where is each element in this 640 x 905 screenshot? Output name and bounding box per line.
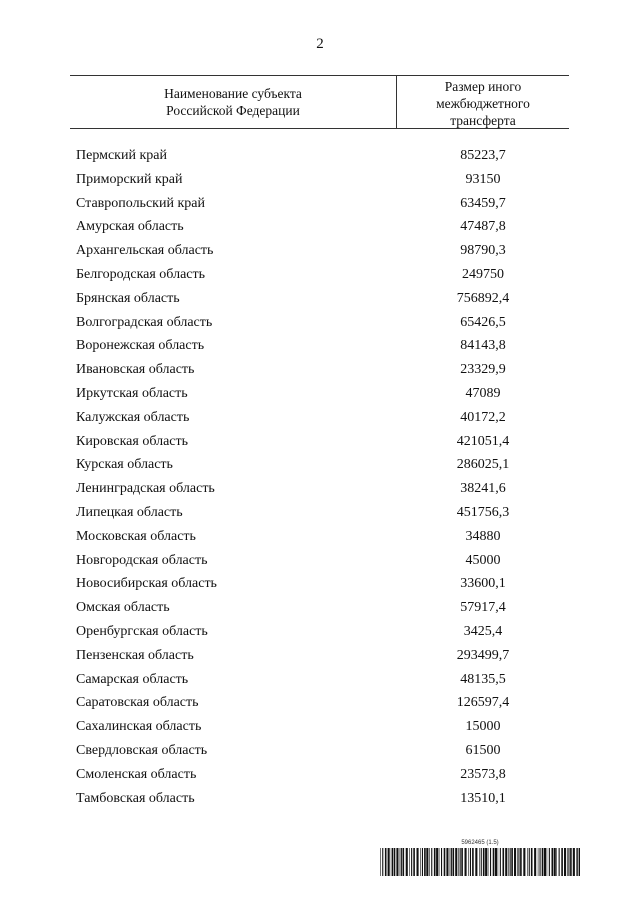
region-name: Ивановская область <box>76 362 195 378</box>
table-row <box>76 620 570 644</box>
transfer-amount: 293499,7 <box>456 647 510 663</box>
region-name: Приморский край <box>76 171 183 187</box>
table-row <box>76 334 570 358</box>
region-name: Пермский край <box>76 148 167 163</box>
header-amount-line3: трансферта <box>450 113 516 128</box>
transfer-amount: 451756,3 <box>456 504 510 520</box>
table-row <box>76 311 570 335</box>
table-row <box>76 572 570 596</box>
header-amount-line1: Размер иного <box>444 79 522 94</box>
table-row <box>76 239 570 263</box>
table-row <box>76 477 570 501</box>
header-subject-line1: Наименование субъекта <box>164 86 302 101</box>
table-row <box>76 406 570 430</box>
header-subject-line2: Российской Федерации <box>166 103 300 118</box>
table-row <box>76 358 570 382</box>
transfer-amount: 63459,7 <box>460 195 506 211</box>
transfer-amount: 3425,4 <box>463 623 503 639</box>
table-row <box>76 596 570 620</box>
region-name: Волгоградская область <box>76 314 213 330</box>
table-row <box>76 668 570 692</box>
transfer-amount: 23573,8 <box>460 766 506 782</box>
region-name: Ставропольский край <box>76 195 205 211</box>
transfer-amount: 61500 <box>465 742 501 758</box>
page-number: 2 <box>316 36 324 52</box>
region-name: Смоленская область <box>76 766 197 782</box>
table-row <box>76 144 570 168</box>
region-name: Брянская область <box>76 290 180 306</box>
table-row <box>76 715 570 739</box>
barcode <box>380 840 580 878</box>
transfer-amount: 65426,5 <box>460 314 506 330</box>
region-name: Белгородская область <box>76 266 206 282</box>
transfer-amount: 85223,7 <box>460 148 506 163</box>
transfer-amount: 40172,2 <box>460 409 506 425</box>
region-name: Новосибирская область <box>76 576 217 592</box>
region-name: Кировская область <box>76 433 189 449</box>
transfer-amount: 34880 <box>465 528 501 544</box>
barcode-icon <box>380 848 580 876</box>
table-row <box>76 525 570 549</box>
table-row <box>76 382 570 406</box>
transfer-amount: 98790,3 <box>460 243 506 259</box>
transfer-amount: 249750 <box>462 266 504 282</box>
transfer-amount: 421051,4 <box>456 433 510 449</box>
transfer-amount: 47089 <box>465 385 501 401</box>
region-name: Пензенская область <box>76 647 194 663</box>
region-name: Саратовская область <box>76 695 199 711</box>
transfer-amount: 15000 <box>465 719 501 735</box>
table-row <box>76 644 570 668</box>
region-name: Ленинградская область <box>76 481 215 497</box>
table-row <box>76 549 570 573</box>
transfer-amount: 93150 <box>465 171 501 187</box>
header-subject-cell <box>70 76 396 128</box>
table-row <box>76 168 570 192</box>
region-name: Свердловская область <box>76 742 208 758</box>
transfer-amount: 756892,4 <box>456 290 510 306</box>
region-name: Воронежская область <box>76 338 205 354</box>
table-row <box>76 787 570 811</box>
region-name: Иркутская область <box>76 385 188 401</box>
transfer-amount: 48135,5 <box>460 671 506 687</box>
transfer-amount: 38241,6 <box>460 481 506 497</box>
transfer-amount: 13510,1 <box>460 790 506 806</box>
transfer-amount: 57917,4 <box>460 600 506 616</box>
region-name: Калужская область <box>76 409 190 425</box>
table-row <box>76 192 570 216</box>
table-row <box>76 263 570 287</box>
region-name: Амурская область <box>76 219 184 235</box>
transfer-amount: 126597,4 <box>456 695 510 711</box>
table-row <box>76 453 570 477</box>
region-name: Тамбовская область <box>76 790 195 806</box>
barcode-label: 5962465 (1.5) <box>461 840 499 846</box>
region-name: Оренбургская область <box>76 623 208 639</box>
table-row <box>76 739 570 763</box>
transfer-amount: 286025,1 <box>456 457 510 473</box>
transfer-amount: 23329,9 <box>460 362 506 378</box>
region-name: Московская область <box>76 528 196 544</box>
region-name: Сахалинская область <box>76 719 202 735</box>
transfer-amount: 47487,8 <box>460 219 506 235</box>
region-name: Липецкая область <box>76 504 183 520</box>
region-name: Омская область <box>76 600 170 616</box>
table-row <box>76 763 570 787</box>
header-amount-line2: межбюджетного <box>436 96 530 111</box>
region-name: Самарская область <box>76 671 189 687</box>
region-name: Архангельская область <box>76 243 214 259</box>
table-header <box>70 75 569 129</box>
transfer-amount: 45000 <box>465 552 501 568</box>
table-row <box>76 215 570 239</box>
header-amount-cell <box>397 78 569 129</box>
table-row <box>76 691 570 715</box>
region-name: Курская область <box>76 457 173 473</box>
region-name: Новгородская область <box>76 552 208 568</box>
table-row <box>76 501 570 525</box>
table-row <box>76 430 570 454</box>
transfer-amount: 84143,8 <box>460 338 506 354</box>
table-row <box>76 287 570 311</box>
table-body <box>76 144 570 810</box>
transfer-amount: 33600,1 <box>460 576 506 592</box>
